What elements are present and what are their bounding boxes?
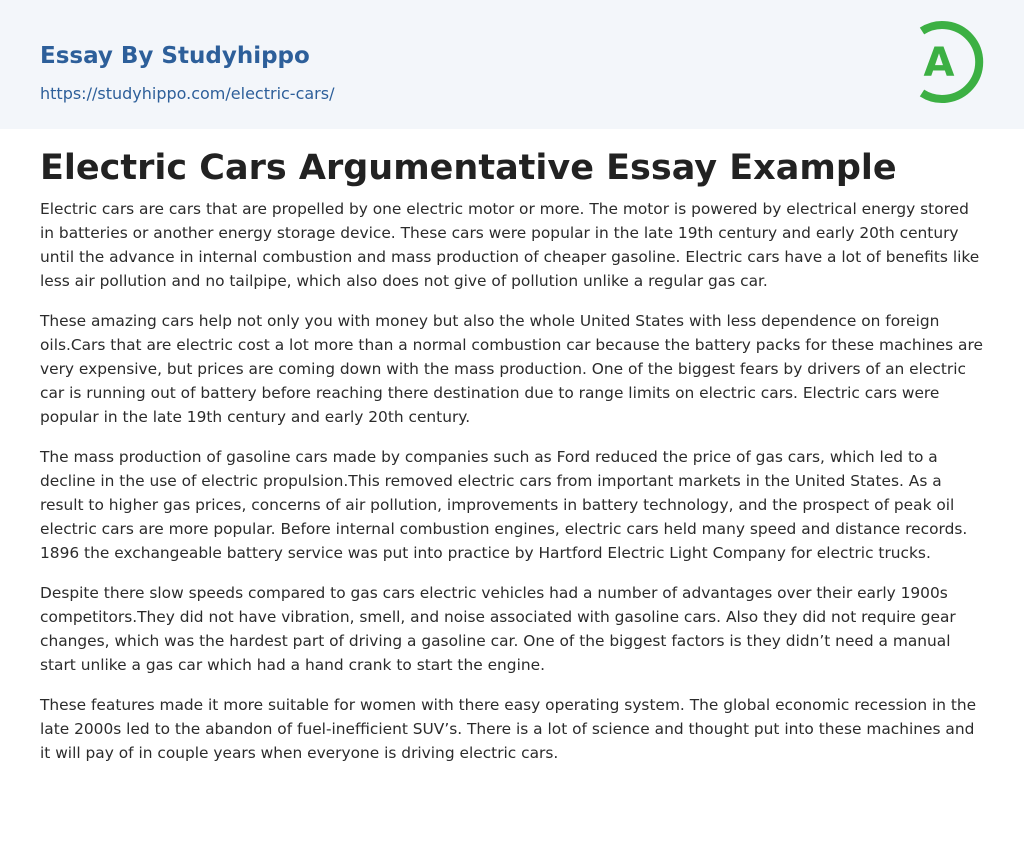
essay-paragraph-5: These features made it more suitable for women with there easy operating system. The global economic recession in the late 2000s led to the abandon of fuel-inefficient SUV’s. There is a lot of science and thought put into these machines and it will pay of in couple years when everyone is driving electric cars. [40, 696, 977, 762]
essay-content [0, 147, 1024, 765]
essay-paragraph-3: The mass production of gasoline cars made by companies such as Ford reduced the price of gas cars, which led to a decline in the use of electric propulsion.This removed electric cars from important markets in the United States. As a result to higher gas prices, concerns of air pollution, improvements in battery technology, and the prospect of peak oil electric cars are more popular. Before internal combustion engines, electric cars held many speed and distance records. 1896 the exchangeable battery service was put into practice by Hartford Electric Light Company for electric trucks. [40, 448, 968, 562]
page-header [0, 0, 1024, 129]
brand-title: Essay By Studyhippo [40, 43, 310, 69]
studyhippo-logo-icon[interactable] [912, 19, 986, 105]
essay-paragraph-4: Despite there slow speeds compared to gas cars electric vehicles had a number of advantages over their early 1900s competitors.They did not have vibration, smell, and noise associated with gasoline cars. Also they did not require gear changes, which was the hardest part of driving a gasoline car. One of the biggest factors is they didn’t need a manual start unlike a gas car which had a hand crank to start the engine. [40, 584, 956, 674]
essay-paragraph-2: These amazing cars help not only you with money but also the whole United States with less dependence on foreign oils.Cars that are electric cost a lot more than a normal combustion car because the battery packs for these machines are very expensive, but prices are coming down with the mass production. One of the biggest fears by drivers of an electric car is running out of battery before reaching there destination due to range limits on electric cars. Electric cars were popular in the late 19th century and early 20th century. [40, 312, 983, 426]
logo-letter: A [923, 40, 955, 86]
essay-title: Electric Cars Argumentative Essay Example [40, 148, 897, 188]
essay-paragraph-1: Electric cars are cars that are propelled by one electric motor or more. The motor is powered by electrical energy stored in batteries or another energy storage device. These cars were popular in the late 19th century and early 20th century until the advance in internal combustion and mass production of cheaper gasoline. Electric cars have a lot of benefits like less air pollution and no tailpipe, which also does not give of pollution unlike a regular gas car. [40, 200, 980, 290]
source-url-link[interactable]: https://studyhippo.com/electric-cars/ [40, 84, 335, 103]
